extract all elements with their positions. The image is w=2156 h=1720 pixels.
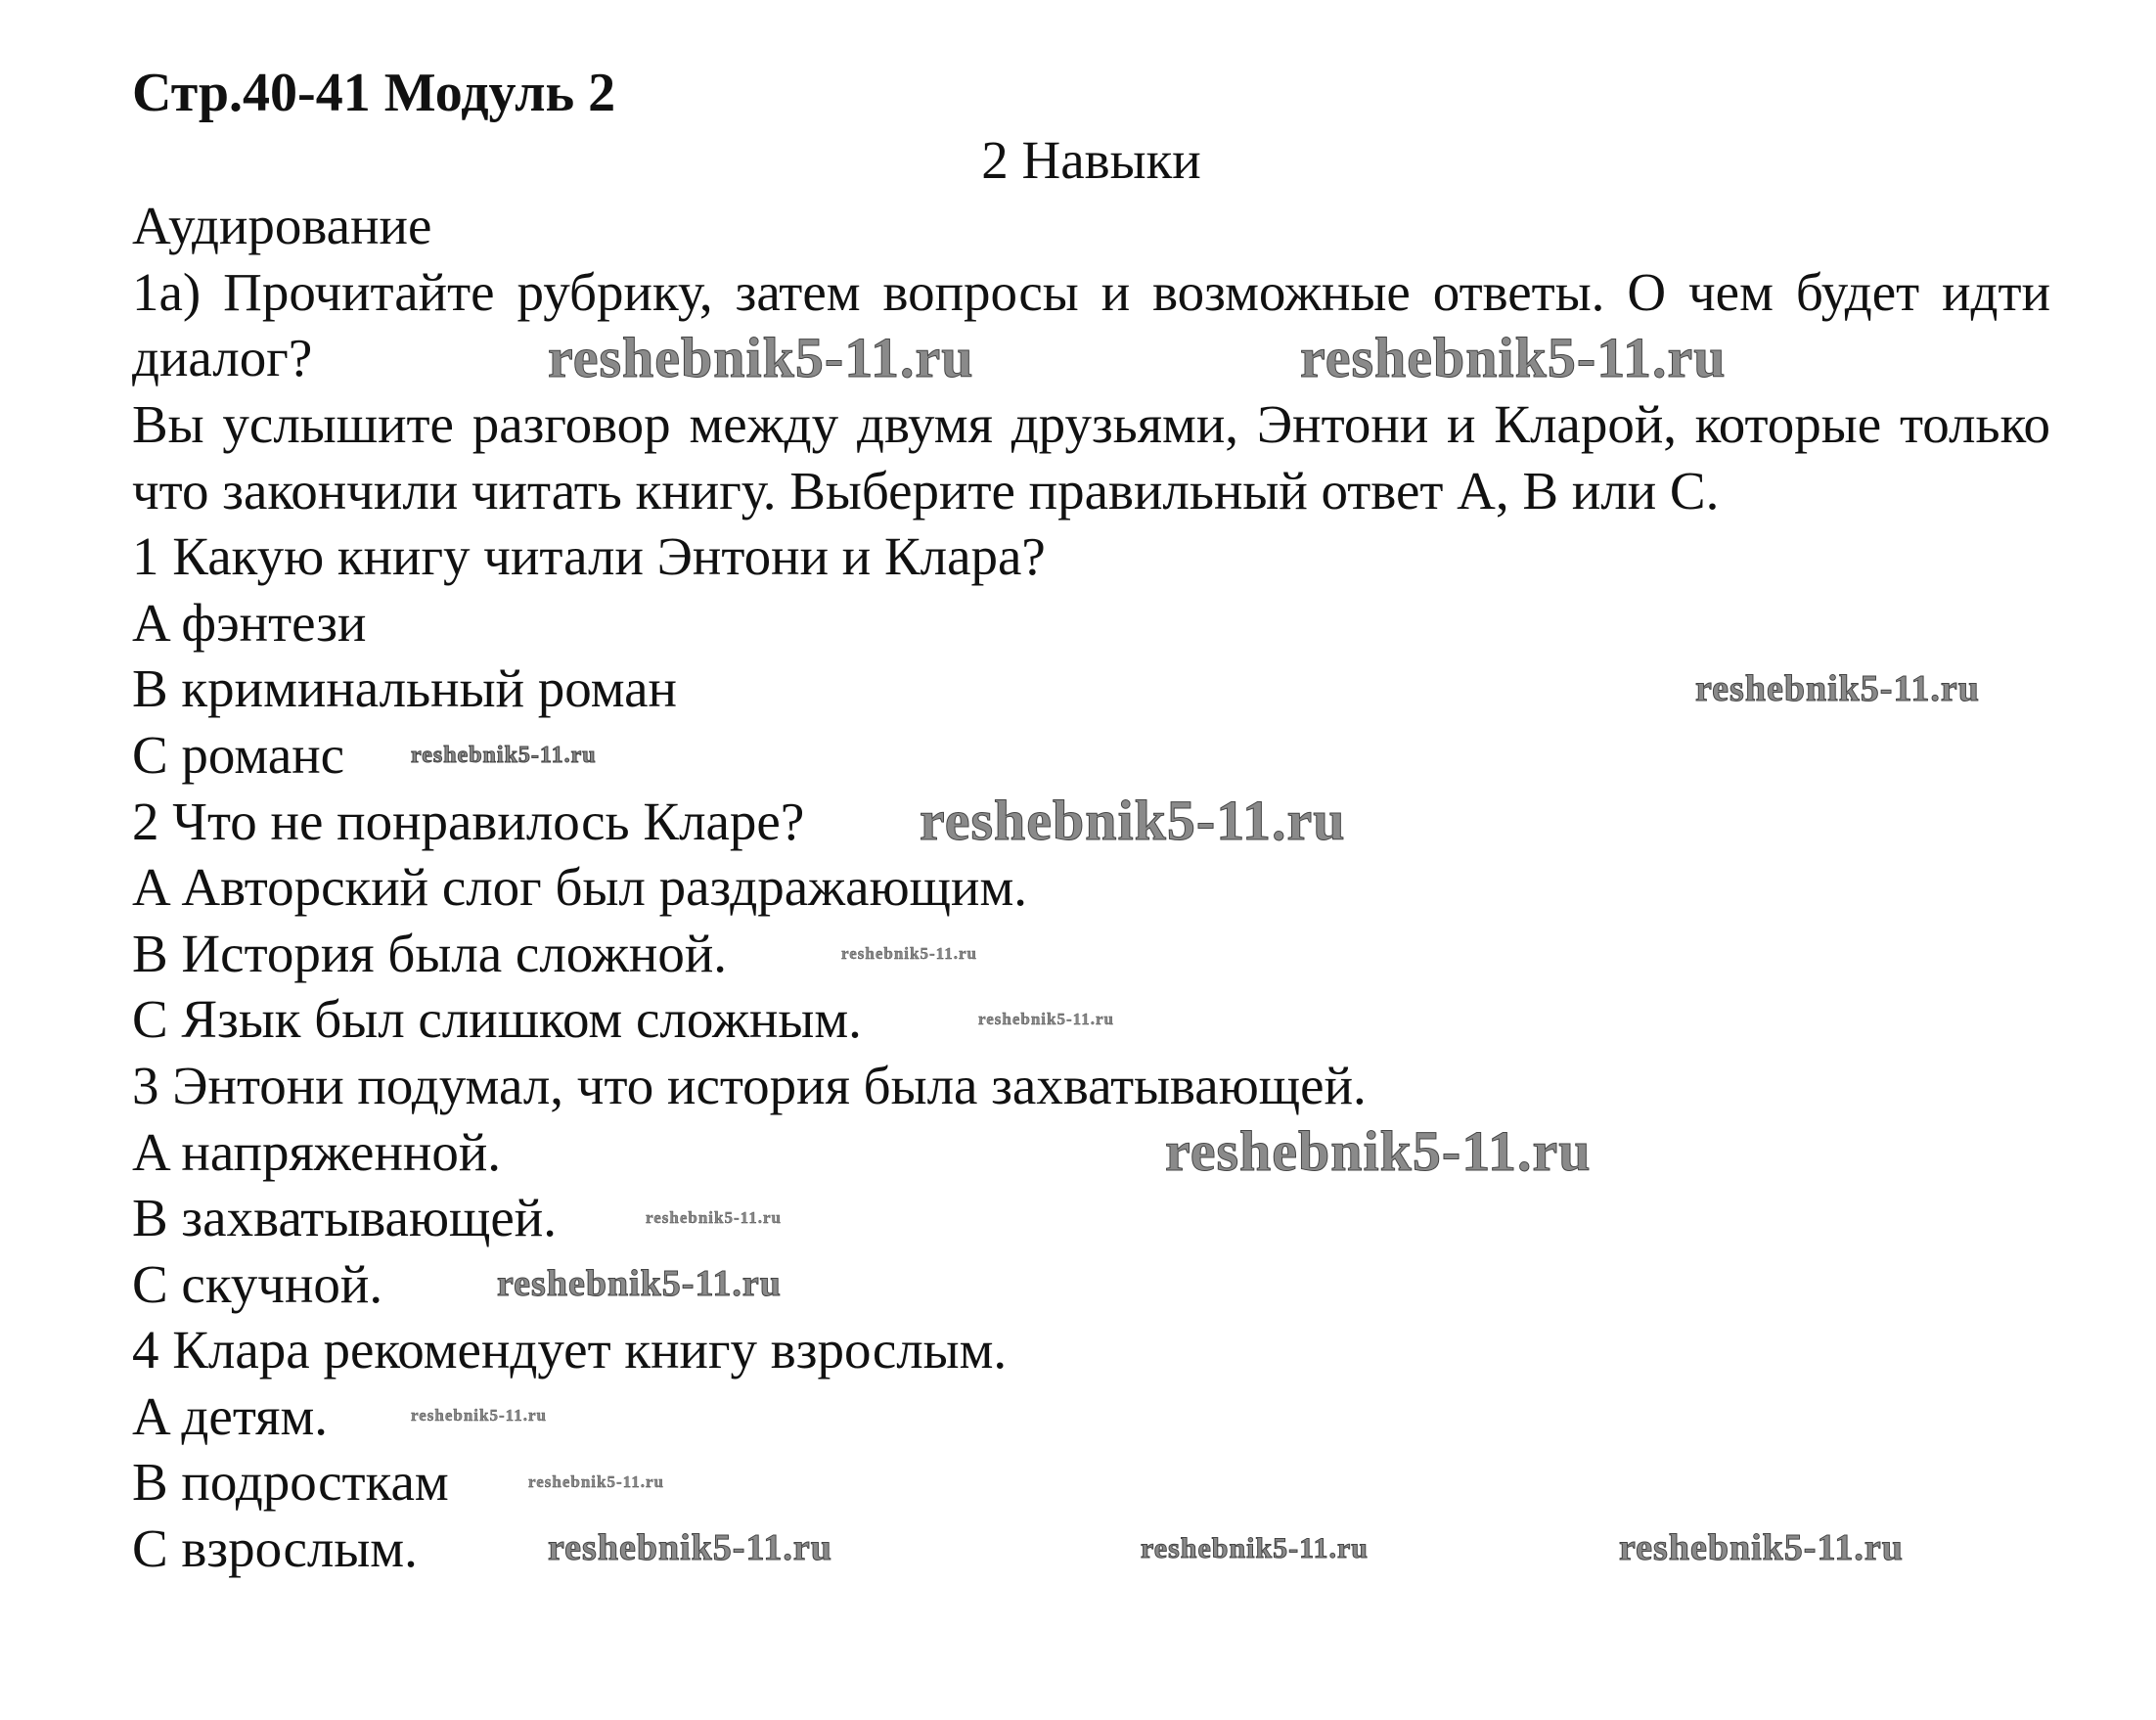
question-3: 3 Энтони подумал, что история была захватывающей. xyxy=(132,1055,1367,1115)
answer-3b: B захватывающей. xyxy=(132,1188,557,1248)
question-2: 2 Что не понравилось Кларе? xyxy=(132,791,805,851)
answer-2a: A Авторский слог был раздражающим. xyxy=(132,857,1027,918)
watermark: reshebnik5-11.ru xyxy=(978,1010,1114,1028)
watermark: reshebnik5-11.ru xyxy=(646,1208,782,1227)
watermark: reshebnik5-11.ru xyxy=(411,743,597,768)
watermark: reshebnik5-11.ru xyxy=(411,1406,547,1425)
answer-4b: B подросткам xyxy=(132,1452,449,1513)
instruction-paragraph xyxy=(132,391,2050,523)
answer-1b: B криминальный роман xyxy=(132,658,677,719)
watermark: reshebnik5-11.ru xyxy=(528,1472,664,1491)
answer-4a: A детям. xyxy=(132,1385,328,1446)
question-4: 4 Клара рекомендует книгу взрослым. xyxy=(132,1320,1008,1381)
answer-3a: A напряженной. xyxy=(132,1121,502,1182)
subsection-heading: Аудирование xyxy=(132,196,432,256)
watermark: reshebnik5-11.ru xyxy=(1619,1527,1904,1568)
answer-2c: C Язык был слишком сложным. xyxy=(132,989,862,1050)
watermark: reshebnik5-11.ru xyxy=(548,1527,832,1568)
watermark: reshebnik5-11.ru xyxy=(1165,1119,1592,1183)
watermark: reshebnik5-11.ru xyxy=(548,326,974,389)
task-text: 1a) Прочитайте рубрику, затем вопросы и возможные ответы. О чем будет идти диалог? xyxy=(132,261,2050,388)
section-heading: 2 Навыки xyxy=(981,129,1201,190)
watermark: reshebnik5-11.ru xyxy=(497,1263,782,1304)
answer-2b: B История была сложной. xyxy=(132,923,728,983)
page-title: Стр.40-41 Модуль 2 xyxy=(132,63,616,123)
answer-3c: C скучной. xyxy=(132,1253,383,1314)
instruction-text: Вы услышите разговор между двумя друзьями, Энтони и Кларой, которые только что закончили читать книгу. Выберите правильный ответ A, B или C. xyxy=(132,393,2050,521)
watermark: reshebnik5-11.ru xyxy=(1141,1532,1369,1564)
answer-4c: C взрослым. xyxy=(132,1518,418,1579)
watermark: reshebnik5-11.ru xyxy=(1300,326,1727,389)
task-paragraph xyxy=(132,259,2050,391)
answer-1c: C романс xyxy=(132,724,345,785)
watermark: reshebnik5-11.ru xyxy=(841,944,977,963)
watermark: reshebnik5-11.ru xyxy=(1695,668,1980,709)
question-1: 1 Какую книгу читали Энтони и Клара? xyxy=(132,526,1046,587)
answer-1a: A фэнтези xyxy=(132,592,367,653)
watermark: reshebnik5-11.ru xyxy=(920,789,1346,852)
